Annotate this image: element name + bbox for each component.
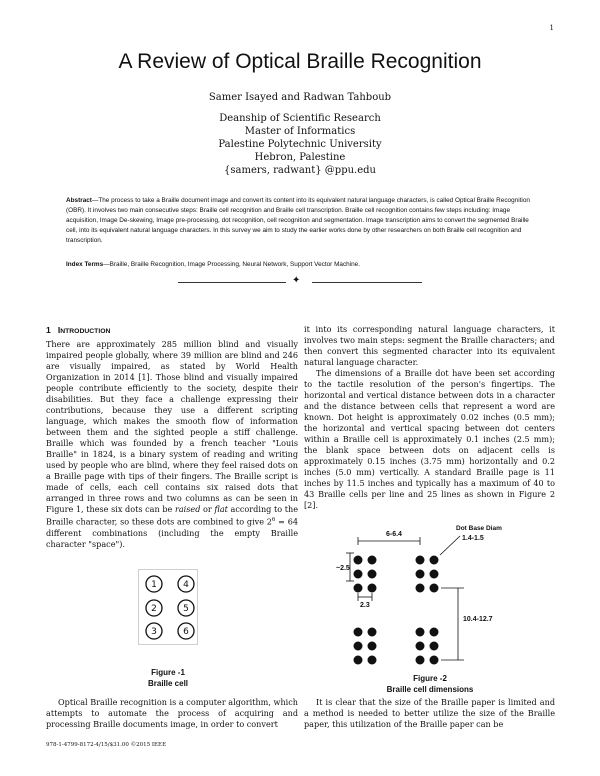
section-heading (46, 325, 110, 335)
col2-paragraph-2: The dimensions of a Braille dot have been set according to the tactile resolution of the person's fingertips. The horizontal and vertical distance between dots in a character and the distance between cells that represent a word are known. Dot height is approximately 0.02 inches (0.5 mm); the horizontal and vertical spacing between dot centers within a Braille cell is approximately 0.1 inches (2.5 mm); the blank space between dots on adjacent cells is approximately 0.15 inches (3.75 mm) horizontally and 0.2 inches (5.0 mm) vertically. A standard Braille page is 11 inches by 11.5 inches and typically has a maximum of 40 to 43 Braille cells per line and 25 lines as shown in Figure 2 [2]. (304, 368, 555, 510)
affiliation-email: {samers, radwant} @ppu.edu (224, 165, 376, 176)
intro-paragraph-1: There are approximately 285 million blind and visually impaired people globally, where 39 million are blind and 246 are visually impaired, as stated by World Health Organization in 2014 [1]. Those blind and visually impaired people contribute efficiently to the society, despite their disabilities. But they face a challenge expressing their contributions, because they use a different scripting language, which makes the smooth flow of information between them and the sighted people a stiff challenge. Braille which was founded by a french teacher "Louis Braille" in 1824, is a binary system of reading and writing used by people who are blind, where they feel raised dots on a Braille page with tips of their fingers. The Braille script is made of cells, each cell contains six raised dots that arranged in three rows and two columns as can be seen in Figure 1, these six dots can be raised or flat according to the Braille character, so these dots are combined to give $2^6 = 64$ different combinations (including the empty Braille character "space"). (46, 339, 299, 549)
figure-1-graphic (134, 569, 202, 645)
label-dot-base-value: 1.4-1.5 (462, 535, 484, 542)
braille-dot-3-label: 3 (151, 627, 157, 637)
separator-diamond-icon: ✦ (292, 275, 301, 286)
label-vertical-spacing: ~2.5 (336, 565, 350, 572)
section-title-initial: I (57, 325, 61, 335)
fig2-dot (354, 556, 363, 565)
figure-2-caption (360, 673, 500, 695)
figure-1-caption-line-2: Braille cell (147, 679, 189, 688)
figure-1-braille-cell (134, 569, 202, 645)
fig2-dot (354, 642, 363, 651)
affiliation-line: Palestine Polytechnic University (218, 139, 382, 150)
authors: Samer Isayed and Radwan Tahboub (208, 92, 392, 103)
index-terms-label: Index Terms (66, 261, 104, 268)
label-cell-width: 6-6.4 (386, 531, 402, 538)
col2-paragraph-1: it into its corresponding natural language characters, it involves two main steps: segment the Braille characters; and then convert this segmented character into its equivalent natural language character. (304, 324, 555, 367)
figure-1-caption (118, 667, 218, 689)
affiliation-line: Master of Informatics (244, 126, 356, 137)
fig2-dot (368, 642, 377, 651)
index-terms-text: —Braille, Braille Recognition, Image Processing, Neural Network, Support Vector Machine. (103, 261, 360, 268)
index-terms (66, 261, 536, 268)
fig2-dot (416, 656, 425, 665)
fig2-dot (416, 556, 425, 565)
figure-2-caption-line-1: Figure -2 (413, 674, 447, 683)
fig2-dot (430, 656, 439, 665)
braille-dot-5-label: 5 (183, 604, 189, 614)
fig2-dot (430, 642, 439, 651)
section-number: 1 (46, 325, 51, 335)
fig2-dot (354, 628, 363, 637)
abstract-text: —The process to take a Braille document image and convert its content into its equivalent natural language characters, is called Optical Braille Recognition (OBR). It involves two main consecutive steps: Braille cell recognition and Braille cell transcription. Braille cell recognition contains few steps including: Image acquisition, Image De-skewing, Image pre-processing, dot recognition, cell recognition and segmentation. Image transcription aims to convert the segmented Braille cell, into its equivalent natural language characters. In this survey we aim to study the earlier works done by other researchers on both Braille cell recognition and transcription. (66, 197, 530, 244)
fig2-dot (430, 556, 439, 565)
fig2-dot (368, 628, 377, 637)
affiliation-line: Hebron, Palestine (254, 152, 346, 163)
figure-2-braille-dimensions (336, 520, 536, 670)
braille-dot-1-label: 1 (151, 580, 157, 590)
figure-2-graphic (336, 520, 536, 670)
fig2-dot (368, 584, 377, 593)
fig2-dot (354, 656, 363, 665)
label-horizontal-spacing: 2.3 (360, 602, 370, 609)
label-line-spacing: 10.4-12.7 (463, 616, 493, 623)
dim-leader-dot-base (440, 536, 460, 555)
page-number: 1 (549, 24, 554, 32)
fig2-dot (430, 570, 439, 579)
section-title-rest: NTRODUCTION (60, 328, 111, 335)
separator-line-left (178, 282, 286, 283)
abstract-label: Abstract (66, 197, 92, 204)
section-separator (178, 276, 422, 288)
col2-paragraph-3: It is clear that the size of the Braille paper is limited and a method is needed to better utilize the size of the Braille paper, this utilization of the Braille paper can be (304, 697, 555, 729)
fig2-dot (368, 656, 377, 665)
fig2-dot (416, 570, 425, 579)
fig2-dot (354, 570, 363, 579)
figure-2-caption-line-2: Braille cell dimensions (386, 685, 474, 694)
fig2-dot (430, 628, 439, 637)
affiliation (0, 112, 600, 177)
fig2-dot (416, 584, 425, 593)
fig2-dot (416, 628, 425, 637)
figure-1-caption-line-1: Figure -1 (151, 668, 185, 677)
braille-dot-4-label: 4 (183, 580, 189, 590)
fig2-dot (354, 584, 363, 593)
fig2-dot (368, 556, 377, 565)
fig2-dot (368, 570, 377, 579)
column-2-text (304, 324, 555, 511)
affiliation-line: Deanship of Scientific Research (219, 113, 381, 124)
braille-dot-2-label: 2 (151, 604, 157, 614)
label-dot-base: Dot Base Diam (456, 525, 502, 532)
paper-title: A Review of Optical Braille Recognition (118, 50, 482, 73)
fig2-dot (430, 584, 439, 593)
separator-line-right (312, 282, 422, 283)
braille-dot-6-label: 6 (183, 627, 189, 637)
fig2-dot (416, 642, 425, 651)
footer-copyright: 978-1-4799-8172-4/15/$31.00 ©2015 IEEE (46, 742, 167, 748)
intro-paragraph-2: Optical Braille recognition is a computer algorithm, which attempts to automate the process of acquiring and processing Braille documents image, in order to convert (46, 697, 298, 729)
abstract (66, 196, 536, 246)
